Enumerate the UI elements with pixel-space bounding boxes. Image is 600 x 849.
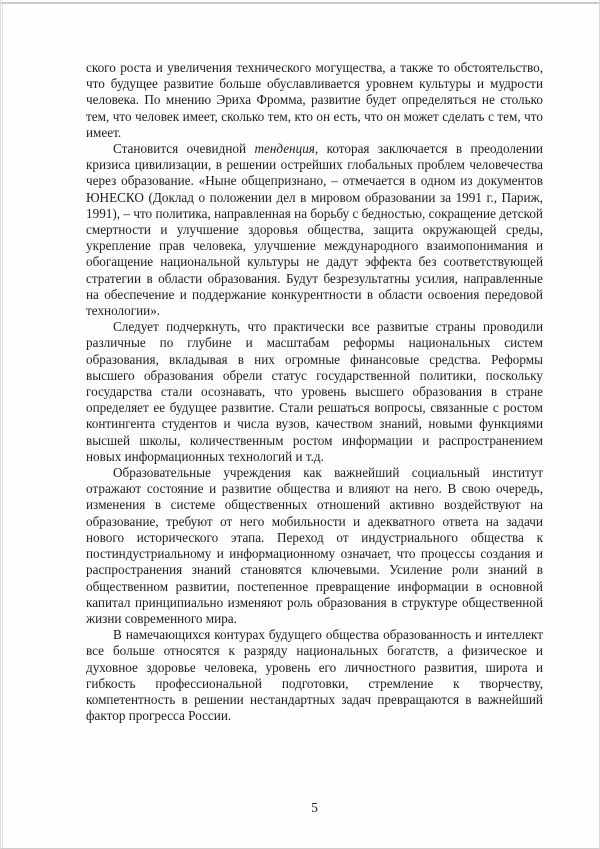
scan-edge-top (1, 2, 599, 4)
paragraph-continuation: ского роста и увеличения технического могущества, а также то обстоятельство, что будущее развитие больше обуславливается уровнем культуры и мудрости человека. По мнению Эриха Фромма, развитие будет определяться не столько тем, что человек имеет, сколько тем, кто он есть, что он может сделать с тем, что имеет. (86, 60, 543, 140)
paragraph: В намечающихся контурах будущего общества образованность и интеллект все больше относятся к разряду национальных богатств, а физическое и духовное здоровье человека, уровень его личностного развития, широта и гибкость профессиональной подготовки, стремление к творчеству, компетентность в решении нестандартных задач превращаются в важнейший фактор прогресса России. (86, 627, 543, 724)
emphasized-term: тенденция (254, 141, 315, 157)
paragraph-text: Становится очевидной (113, 141, 255, 157)
scan-edge-left (2, 0, 3, 848)
paragraph (86, 141, 543, 319)
paragraph-text: , которая заключается в преодолении кризиса цивилизации, в решении острейших глобальных проблем человечества через образование. «Ныне общепризнано, – отмечается в одном из документов ЮНЕСКО (Доклад о положении дел в мировом образовании за 1991 г., Париж, 1991), – что политика, направленная на борьбу с бедностью, сокращение детской смертности и улучшение здоровья общества, защита окружающей среды, укрепление прав человека, улучшение международного взаимопонимания и обогащение национальной культуры не дадут эффекта без соответствующей стратегии в области образования. Будут безрезультатны усилия, направленные на обеспечение и поддержание конкурентности в области освоения передовой технологии». (86, 141, 543, 319)
page-body (86, 60, 543, 724)
paragraph: Следует подчеркнуть, что практически все развитые страны проводили различные по глубине и масштабам реформы национальных систем образования, вкладывая в них огромные финансовые средства. Реформы высшего образования обрели статус государственной политики, поскольку государства стали осознавать, что уровень высшего образования в стране определяет ее будущее развитие. Стали решаться вопросы, связанные с ростом контингента студентов и числа вузов, качеством знаний, новыми функциями высшей школы, количественным ростом информации и распространением новых информационных технологий и т.д. (86, 319, 543, 464)
page-number: 5 (311, 800, 318, 815)
paragraph: Образовательные учреждения как важнейший социальный институт отражают состояние и развитие общества и влияют на него. В свою очередь, изменения в системе общественных отношений активно воздействуют на образование, требуют от него мобильности и адекватного ответа на задачи нового исторического этапа. Переход от индустриального общества к постиндустриальному и информационному означает, что процессы создания и распространения знаний становятся ключевыми. Усиление роли знаний в общественном развитии, постепенное превращение информации в основной капитал принципиально изменяют роль образования в структуре общественной жизни современного мира. (86, 465, 543, 626)
